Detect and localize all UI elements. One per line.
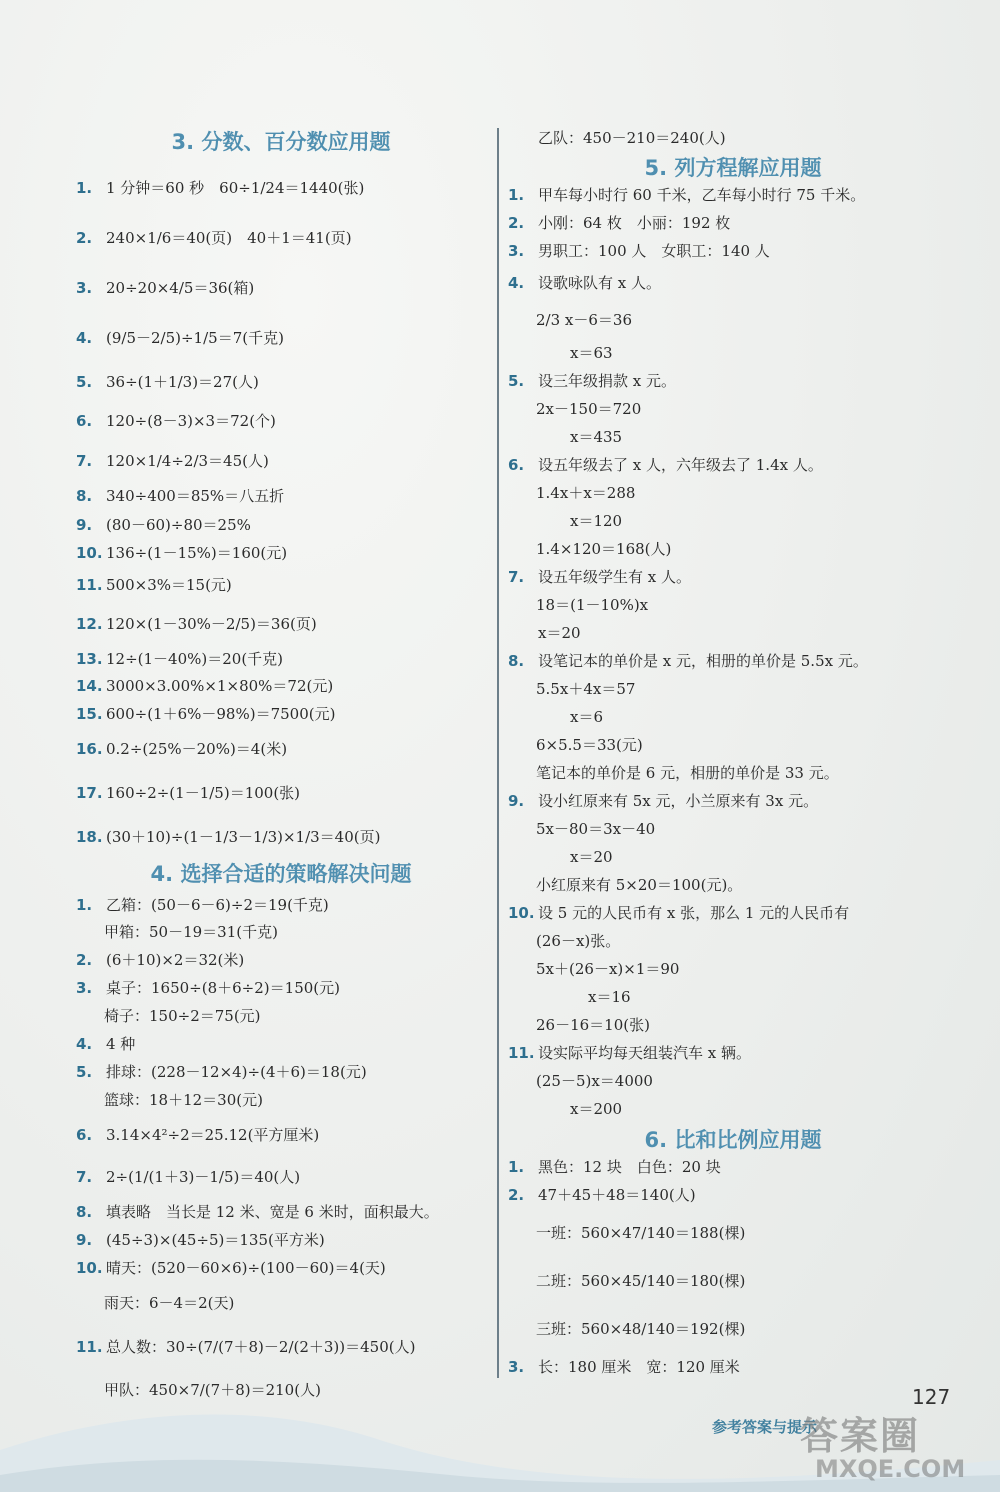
item-number: 6. [76, 1126, 93, 1144]
answer-text: (9/5－2/5)÷1/5＝7(千克) [106, 329, 284, 347]
answer-text: x＝20 [538, 624, 581, 642]
answer-continuation [508, 1305, 958, 1353]
answer-text: x＝6 [570, 708, 604, 726]
answer-item [76, 1030, 486, 1058]
answer-continuation [508, 423, 958, 451]
answer-text: 设实际平均每天组装汽车 x 辆。 [538, 1044, 751, 1062]
item-number: 3. [508, 242, 525, 260]
answer-item [76, 817, 486, 857]
answer-continuation [508, 1067, 958, 1095]
item-number: 9. [508, 792, 525, 810]
answer-text: 0.2÷(25%－20%)＝4(米) [106, 740, 288, 758]
answer-item [76, 511, 486, 539]
answer-text: 500×3%＝15(元) [106, 576, 232, 594]
answer-text: 1 分钟＝60 秒 60÷1/24＝1440(张) [106, 179, 365, 197]
answer-text: 甲箱：50－19＝31(千克) [104, 923, 278, 941]
answer-text: (80－60)÷80＝25% [106, 516, 251, 534]
answer-item [76, 946, 486, 974]
item-number: 14. [76, 676, 103, 695]
answer-text: 总人数：30÷(7/(7＋8)－2/(2＋3))＝450(人) [106, 1338, 416, 1356]
answer-text: 600÷(1＋6%－98%)＝7500(元) [106, 705, 336, 723]
item-number: 5. [76, 1063, 93, 1081]
answer-continuation [508, 675, 958, 703]
answer-continuation [508, 535, 958, 563]
answer-item [508, 451, 958, 479]
section-heading: 3. 分数、百分数应用题 [171, 130, 391, 154]
answer-item [76, 263, 486, 313]
item-number: 10. [508, 904, 535, 922]
answer-item [76, 672, 486, 699]
answer-continuation [508, 339, 958, 367]
item-number: 7. [76, 1168, 93, 1186]
answer-text: (25－5)x＝4000 [536, 1072, 653, 1090]
answer-item [76, 1198, 486, 1226]
answer-text: 三班：560×48/140＝192(棵) [536, 1320, 746, 1338]
answer-item [76, 213, 486, 263]
answer-text: (6＋10)×2＝32(米) [106, 951, 245, 969]
answer-text: x＝63 [570, 344, 613, 362]
answer-text: 乙箱：(50－6－6)÷2＝19(千克) [106, 895, 329, 914]
answer-text: 160÷2÷(1－1/5)＝100(张) [106, 784, 301, 802]
item-number: 2. [508, 1186, 525, 1204]
item-number: 7. [76, 452, 93, 470]
item-number: 10. [76, 544, 103, 562]
answer-item [76, 441, 486, 481]
answer-continuation [508, 479, 958, 507]
item-number: 5. [508, 372, 525, 390]
answer-text: 甲车每小时行 60 千米，乙车每小时行 75 千米。 [538, 186, 866, 204]
item-number: 3. [508, 1358, 525, 1376]
item-number: 3. [76, 279, 93, 297]
answer-text: 乙队：450－210＝240(人) [538, 129, 726, 147]
answer-continuation [508, 619, 958, 647]
watermark-logo: 答案圈 [800, 1414, 921, 1458]
answer-continuation [508, 1209, 958, 1257]
answer-text: 笔记本的单价是 6 元，相册的单价是 33 元。 [536, 764, 839, 782]
item-number: 8. [508, 652, 525, 670]
answer-item [508, 647, 958, 675]
item-number: 1. [76, 179, 93, 197]
answer-item [76, 769, 486, 817]
answer-continuation [508, 507, 958, 535]
answer-text: 桌子：1650÷(8＋6÷2)＝150(元) [106, 979, 340, 997]
item-number: 11. [76, 1338, 103, 1356]
answer-item [508, 787, 958, 815]
answer-item [76, 603, 486, 645]
answer-text: 晴天：(520－60×6)÷(100－60)＝4(天) [106, 1259, 386, 1277]
answer-item [76, 699, 486, 729]
answer-text: 小刚：64 枚 小丽：192 枚 [538, 214, 731, 232]
answer-text: 设三年级捐款 x 元。 [538, 372, 676, 390]
answer-item [76, 729, 486, 769]
answer-item [76, 163, 486, 213]
item-number: 16. [76, 740, 103, 758]
answer-text: 5x＋(26－x)×1＝90 [536, 960, 680, 978]
item-number: 4. [76, 1035, 93, 1053]
answer-text: 47＋45＋48＝140(人) [538, 1186, 696, 1204]
answer-continuation [508, 125, 958, 151]
right-column [508, 125, 958, 1381]
answer-text: 120×(1－30%－2/5)＝36(页) [106, 615, 317, 633]
item-number: 17. [76, 784, 103, 802]
item-number: 8. [76, 1203, 93, 1221]
item-number: 8. [76, 487, 93, 505]
answer-text: 18＝(1－10%)x [536, 596, 649, 614]
answer-continuation [76, 918, 486, 946]
answer-text: 小红原来有 5×20＝100(元)。 [536, 876, 743, 894]
answer-continuation [508, 395, 958, 423]
answer-continuation [508, 955, 958, 983]
answer-item [508, 899, 958, 927]
answer-text: 20÷20×4/5＝36(箱) [106, 279, 255, 297]
answer-continuation [508, 591, 958, 619]
answer-item [76, 645, 486, 672]
answer-text: 二班：560×45/140＝180(棵) [536, 1272, 746, 1290]
answer-text: 设歌咏队有 x 人。 [538, 274, 661, 292]
answer-item [508, 1181, 958, 1209]
answer-text: 1.4x＋x＝288 [536, 484, 636, 502]
answer-text: 1.4×120＝168(人) [536, 540, 672, 558]
answer-text: x＝435 [570, 428, 623, 446]
item-number: 3. [76, 979, 93, 997]
item-number: 2. [508, 214, 525, 232]
item-number: 5. [76, 373, 93, 391]
page-number: 127 [912, 1385, 951, 1409]
item-number: 4. [76, 329, 93, 347]
answer-text: 3.14×4²÷2＝25.12(平方厘米) [106, 1126, 320, 1144]
answer-item [76, 313, 486, 363]
answer-item [76, 1254, 486, 1282]
column-divider [497, 128, 499, 1378]
item-number: 9. [76, 516, 93, 534]
answer-text: 填表略 当长是 12 米、宽是 6 米时，面积最大。 [106, 1203, 439, 1221]
answer-continuation [508, 1095, 958, 1123]
answer-text: 26－16＝10(张) [536, 1016, 650, 1034]
answer-continuation [508, 1257, 958, 1305]
answer-continuation [76, 1002, 486, 1030]
answer-text: 340÷400＝85%＝八五折 [106, 487, 285, 505]
answer-continuation [508, 927, 958, 955]
answer-text: 2÷(1/(1＋3)－1/5)＝40(人) [106, 1168, 301, 1186]
answer-text: 3000×3.00%×1×80%＝72(元) [106, 676, 334, 695]
answer-continuation [508, 731, 958, 759]
answer-text: (45÷3)×(45÷5)＝135(平方米) [106, 1231, 325, 1249]
answer-item [76, 1058, 486, 1086]
item-number: 15. [76, 705, 103, 723]
answer-item [508, 237, 958, 265]
answer-text: 设五年级去了 x 人，六年级去了 1.4x 人。 [538, 456, 823, 474]
answer-text: 2/3 x－6＝36 [536, 311, 632, 329]
answer-item [76, 567, 486, 603]
answer-text: 一班：560×47/140＝188(棵) [536, 1224, 746, 1242]
answer-text: 36÷(1＋1/3)＝27(人) [106, 373, 259, 391]
answer-text: 甲队：450×7/(7＋8)＝210(人) [104, 1381, 321, 1399]
section-heading: 5. 列方程解应用题 [644, 156, 822, 180]
answer-text: 120×1/4÷2/3＝45(人) [106, 452, 269, 470]
answer-text: x＝120 [570, 512, 623, 530]
answer-item [508, 563, 958, 591]
item-number: 11. [76, 576, 103, 594]
answer-text: 雨天：6－4＝2(天) [104, 1294, 235, 1312]
answer-item [508, 181, 958, 209]
answer-continuation [508, 759, 958, 787]
answer-text: 男职工：100 人 女职工：140 人 [538, 242, 770, 260]
answer-item [76, 539, 486, 567]
answer-text: 5.5x＋4x＝57 [536, 680, 636, 698]
answer-continuation [508, 983, 958, 1011]
answer-text: 排球：(228－12×4)÷(4＋6)＝18(元) [106, 1063, 367, 1081]
answer-text: 设笔记本的单价是 x 元，相册的单价是 5.5x 元。 [538, 652, 868, 670]
answer-continuation [76, 1370, 486, 1410]
answer-item [508, 265, 958, 301]
item-number: 2. [76, 229, 93, 247]
item-number: 13. [76, 649, 103, 668]
item-number: 12. [76, 615, 103, 633]
item-number: 2. [76, 951, 93, 969]
section-heading: 6. 比和比例应用题 [644, 1128, 822, 1152]
answer-text: 2x－150＝720 [536, 400, 642, 418]
answer-text: 120÷(8－3)×3＝72(个) [106, 412, 276, 430]
answer-item [76, 1114, 486, 1156]
section-heading: 4. 选择合适的策略解决问题 [150, 862, 412, 886]
item-number: 1. [508, 186, 525, 204]
answer-item [76, 974, 486, 1002]
answer-text: x＝16 [588, 988, 631, 1006]
answer-item [76, 1156, 486, 1198]
item-number: 9. [76, 1231, 93, 1249]
answer-item [76, 891, 486, 918]
item-number: 6. [508, 456, 525, 474]
answer-text: 设 5 元的人民币有 x 张，那么 1 元的人民币有 [538, 904, 850, 922]
item-number: 6. [76, 412, 93, 430]
answer-item [76, 1324, 486, 1370]
answer-continuation [508, 703, 958, 731]
answer-text: 136÷(1－15%)＝160(元) [106, 544, 288, 562]
item-number: 4. [508, 274, 525, 292]
answer-text: x＝200 [570, 1100, 623, 1118]
answer-continuation [508, 1011, 958, 1039]
answer-continuation [76, 1086, 486, 1114]
answer-text: 设小红原来有 5x 元，小兰原来有 3x 元。 [538, 792, 819, 810]
answer-continuation [508, 301, 958, 339]
answer-item [508, 1039, 958, 1067]
answer-continuation [508, 815, 958, 843]
footer-label: 参考答案与提示 [712, 1418, 818, 1436]
answer-text: 12÷(1－40%)＝20(千克) [106, 649, 284, 668]
answer-item [508, 367, 958, 395]
answer-item [508, 1153, 958, 1181]
answer-text: 设五年级学生有 x 人。 [538, 568, 691, 586]
item-number: 10. [76, 1259, 103, 1277]
answer-text: 5x－80＝3x－40 [536, 820, 656, 838]
answer-item [76, 401, 486, 441]
answer-text: 椅子：150÷2＝75(元) [104, 1007, 261, 1025]
watermark-url: MXQE.COM [815, 1455, 966, 1483]
answer-item [508, 209, 958, 237]
answer-text: (26－x)张。 [536, 932, 621, 950]
answer-text: 黑色：12 块 白色：20 块 [538, 1158, 721, 1176]
item-number: 1. [76, 895, 93, 914]
answer-continuation [508, 871, 958, 899]
answer-item [76, 1226, 486, 1254]
answer-text: x＝20 [570, 848, 613, 866]
left-column [76, 125, 486, 1410]
item-number: 11. [508, 1044, 535, 1062]
item-number: 7. [508, 568, 525, 586]
item-number: 18. [76, 828, 103, 846]
answer-continuation [76, 1282, 486, 1324]
answer-text: (30＋10)÷(1－1/3－1/3)×1/3＝40(页) [106, 828, 381, 846]
answer-text: 6×5.5＝33(元) [536, 736, 643, 754]
answer-continuation [508, 843, 958, 871]
answer-text: 4 种 [106, 1035, 136, 1053]
answer-item [508, 1353, 958, 1381]
answer-item [76, 363, 486, 401]
answer-text: 长：180 厘米 宽：120 厘米 [538, 1358, 740, 1376]
answer-text: 240×1/6＝40(页) 40＋1＝41(页) [106, 229, 352, 247]
answer-text: 篮球：18＋12＝30(元) [104, 1091, 263, 1109]
item-number: 1. [508, 1158, 525, 1176]
answer-item [76, 481, 486, 511]
